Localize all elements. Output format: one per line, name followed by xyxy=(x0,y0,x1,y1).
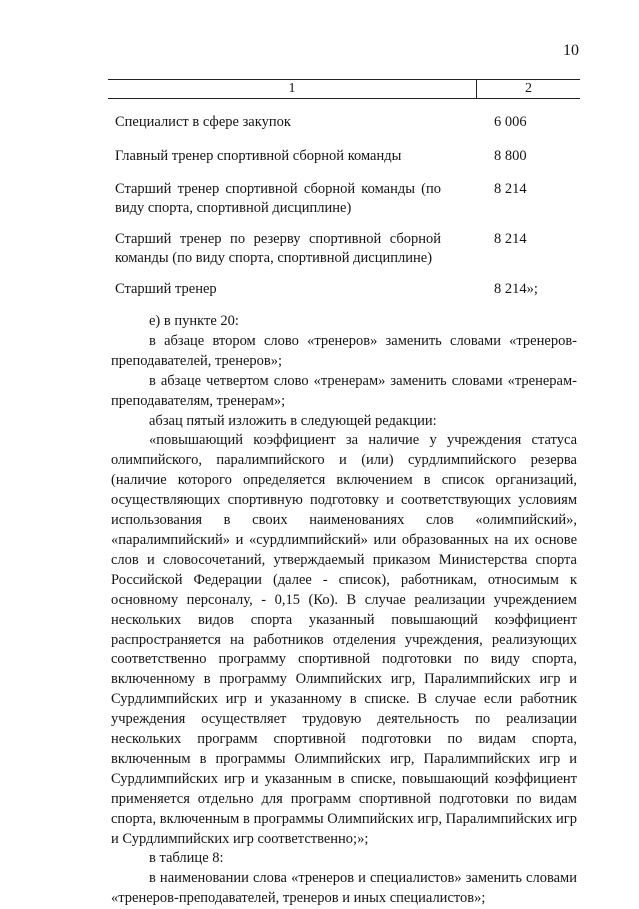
table-row-name: Главный тренер спортивной сборной команды xyxy=(115,148,402,164)
paragraph: в таблице 8: xyxy=(149,850,224,867)
table-row-name: Старший тренер xyxy=(115,281,217,297)
table-row-value: 6 006 xyxy=(494,114,527,130)
table-row-value: 8 800 xyxy=(494,148,527,164)
table-header-col-2: 2 xyxy=(525,81,532,96)
page-number: 10 xyxy=(563,42,579,59)
paragraph: е) в пункте 20: xyxy=(149,313,239,329)
table-header-col-1: 1 xyxy=(108,80,477,98)
table-row-name: Старший тренер по резерву спортивной сборной команды (по виду спорта, спортивной дисциплине) xyxy=(115,231,441,266)
table-header xyxy=(108,79,580,99)
table-row-value: 8 214 xyxy=(494,181,527,197)
table-row-name: Специалист в сфере закупок xyxy=(115,114,291,130)
paragraph: абзац пятый изложить в следующей редакции: xyxy=(149,412,437,429)
table-row-value: 8 214 xyxy=(494,231,527,247)
paragraph: в наименовании слова «тренеров и специалистов» заменить словами «тренеров-преподавателей, тренеров и иных специалистов»; xyxy=(111,870,577,907)
table-row-name: Старший тренер спортивной сборной команды (по виду спорта, спортивной дисциплине) xyxy=(115,181,441,216)
table-row-value: 8 214»; xyxy=(494,281,538,297)
paragraph: в абзаце втором слово «тренеров» заменить словами «тренеров-преподавателей, тренеров»; xyxy=(111,332,577,369)
paragraph: в абзаце четвертом слово «тренерам» заменить словами «тренерам-преподавателям, тренерам»; xyxy=(111,372,577,409)
paragraph: «повышающий коэффициент за наличие у учреждения статуса олимпийского, паралимпийского и (или) сурдлимпийского резерва (наличие которого определяется включением в список организаций, осуществляющих спортивную подготовку и соответствующих условиям использования в своих наименованиях слов «олимпийский», «паралимпийский» и «сурдлимпийский» или образованных на их основе слов и словосочетаний, утверждаемый приказом Министерства спорта Российской Федерации (далее - список), работникам, относимым к основному персоналу, - 0,15 (Ко). В случае реализации учреждением нескольких видов спорта указанный повышающий коэффициент распространяется на работников отделения учреждения, реализующих соответственно программу спортивной подготовки по виду спорта, включенному в программу Олимпийских игр, Паралимпийских игр и Сурдлимпийских игр и указанному в списке. В случае если работник учреждения осуществляет трудовую деятельность по реализации нескольких программ спортивной подготовки по видам спорта, включенным в программы Олимпийских игр, Паралимпийских игр и Сурдлимпийских игр и указанным в списке, повышающий коэффициент применяется отдельно для программ спортивной подготовки по видам спорта, включенным в программы Олимпийских игр, Паралимпийских игр и Сурдлимпийских игр соответственно;»; xyxy=(111,432,577,847)
amendment-text xyxy=(111,312,577,909)
